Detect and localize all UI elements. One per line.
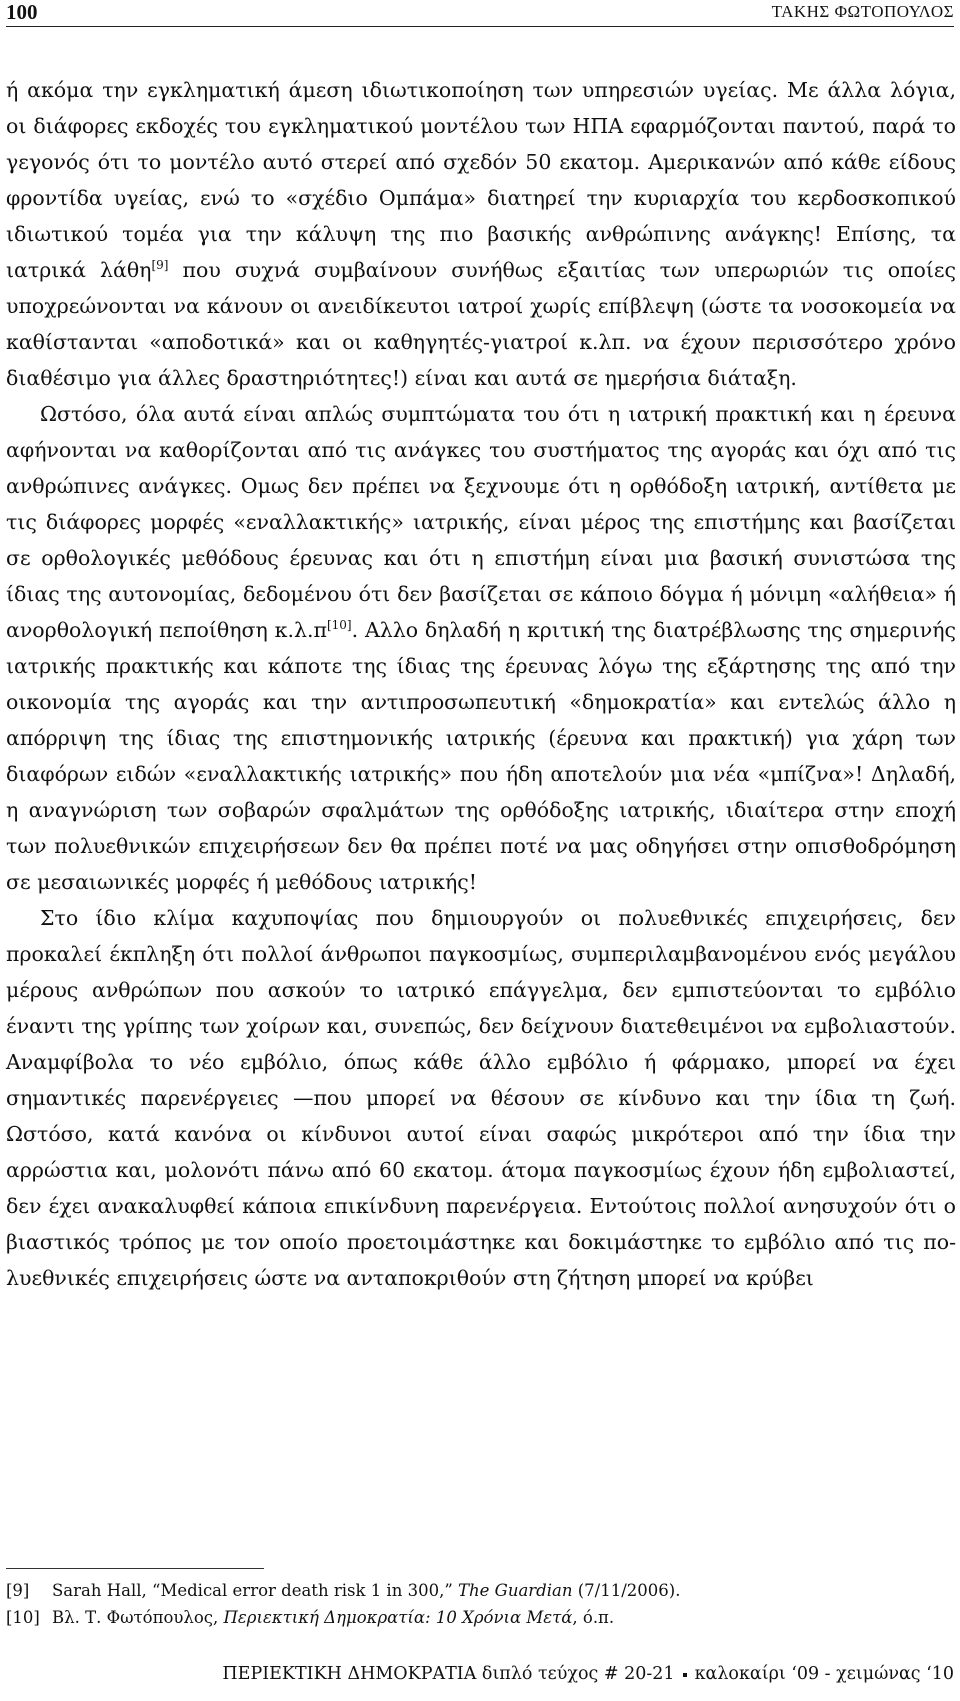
running-header bbox=[6, 0, 954, 27]
paragraph-1 bbox=[6, 72, 956, 396]
bullet-separator-icon bbox=[683, 1673, 687, 1677]
footnote-number: [10] bbox=[6, 1608, 40, 1627]
paragraph-2 bbox=[6, 396, 956, 900]
footnote-source-title: Περιεκτική Δημοκρατία: 10 Χρόνια Μετά bbox=[223, 1608, 573, 1627]
footnote-10 bbox=[6, 1604, 956, 1631]
footnote-number: [9] bbox=[6, 1581, 30, 1600]
paragraph-3: Στο ίδιο κλίμα καχυποψίας που δημιουργούν οι πολυεθνικές επιχειρήσεις, δεν προκαλεί έκπληξη ότι πολλοί άνθρωποι παγκοσμίως, συμπεριλαμβανομένου ενός μεγάλου μέρους ανθρώπων που ασκούν το ιατρικό επάγγελμα, δεν εμπιστεύονται το εμβόλιο έναντι της γρίπης των χοίρων και, συνεπώς, δεν δείχνουν διατεθειμένοι να εμβολιαστούν. Αναμφίβολα το νέο εμβόλιο, όπως κάθε άλλο εμβόλιο ή φάρμακο, μπορεί να έχει σημαντικές παρενέργειες —που μπορεί να θέσουν σε κίνδυνο και την ίδια τη ζωή. Ωστόσο, κατά κανόνα οι κίνδυνοι αυτοί είναι σαφώς μικρότεροι από την ίδια την αρρώστια και, μολονότι πάνω από 60 εκατομ. άτομα παγκοσμίως έχουν ήδη εμβολιαστεί, δεν έχει ανακαλυφθεί κάποια επικίνδυνη παρενέργεια. Εντούτοις πολλοί ανησυχούν ότι ο βιαστικός τρόπος με τον οποίο προετοιμάστηκε και δοκιμάστηκε το εμβόλιο από τις πολυεθνικές επιχειρήσεις ώστε να ανταποκριθούν στη ζήτηση μπορεί να κρύβει bbox=[6, 906, 956, 1290]
article-body bbox=[6, 72, 956, 1296]
running-footer bbox=[222, 1664, 954, 1684]
paragraph-2-text-b: . Αλλο δηλαδή η κριτική της διατρέβλωσης της σημερινής ιατρικής πρακτικής και κάποτε της ίδιας της έρευνας λόγω της εξάρτησης της από την οικονομία της αγοράς και την αντιπροσωπευτική «δημοκρατία» και εντελώς άλλο η απόρριψη της ίδιας της επιστημονικής ιατρικής (έρευνα και πρακτική) για χάρη των διαφόρων ειδών «εναλλακτικής ιατρικής» που ήδη αποτελούν μια νέα «μπίζνα»! Δηλαδή, η αναγνώριση των σοβαρών σφαλμάτων της ορθόδοξης ιατρικής, ιδιαίτερα στην εποχή των πολυεθνικών επιχειρήσεων δεν θα πρέπει ποτέ να μας οδηγήσει στην οπισθοδρόμηση σε μεσαιωνικές μορφές ή μεθόδους ιατρικής! bbox=[6, 618, 956, 894]
footnote-text: Βλ. Τ. Φωτόπουλος, bbox=[52, 1608, 224, 1627]
footnote-divider bbox=[6, 1568, 264, 1569]
footnote-text-end: (7/11/2006). bbox=[572, 1581, 681, 1600]
footnote-9 bbox=[6, 1577, 956, 1604]
paragraph-2-text-a: Ωστόσο, όλα αυτά είναι απλώς συμπτώματα του ότι η ιατρική πρακτική και η έρευνα αφήνονται να καθορίζονται από τις ανάγκες του συστήματος της αγοράς και όχι από τις ανθρώπινες ανάγκες. Ομως δεν πρέπει να ξεχνουμε ότι η ορθόδοξη ιατρική, αντίθετα με τις διάφορες μορφές «εναλλακτικής» ιατρικής, είναι μέρος της επιστήμης και βασίζεται σε ορθολογικές μεθόδους έρευνας και ότι η επιστήμη είναι μια βασική συνιστώσα της ίδιας της αυτονομίας, δεδομένου ότι δεν βασίζεται σε κάποιο δόγμα ή μόνιμη «αλήθεια» ή ανορθολογική πεποίθηση κ.λ.π bbox=[6, 402, 956, 642]
footer-journal: ΠΕΡΙΕΚΤΙΚΗ ΔΗΜΟΚΡΑΤΙΑ διπλό τεύχος # 20-21 bbox=[222, 1664, 675, 1684]
paragraph-1-text-b: που συχνά συμβαίνουν συνήθως εξαιτίας των υπερωριών τις οποίες υποχρεώνονται να κάνουν οι ανειδίκευτοι ιατροί χωρίς επίβλεψη (ώστε τα νοσοκομεία να καθίστανται «αποδοτικά» και οι καθηγητές-γιατροί κ.λπ. να έχουν περισσότερο χρόνο διαθέσιμο για άλλες δραστηριότητες!) είναι και αυτά σε ημερήσια διάταξη. bbox=[6, 258, 956, 390]
running-header-author: ΤΑΚΗΣ ΦΩΤΟΠΟΥΛΟΣ bbox=[771, 2, 954, 21]
footnote-text-end: , ό.π. bbox=[572, 1608, 615, 1627]
footnote-ref-10[interactable]: [10] bbox=[326, 618, 352, 633]
footnote-ref-9[interactable]: [9] bbox=[151, 258, 169, 273]
paragraph-1-text-a: ή ακόμα την εγκληματική άμεση ιδιωτικοποίηση των υπηρεσιών υγείας. Με άλλα λόγια, οι διάφορες εκδοχές του εγκληματικού μοντέλου των ΗΠΑ εφαρμόζονται παντού, παρά το γεγονός ότι το μοντέλο αυτό στερεί από σχεδόν 50 εκατομ. Αμερικανών από κάθε είδους φροντίδα υγείας, ενώ το «σχέδιο Ομπάμα» διατηρεί την κυριαρχία του κερδοσκοπικού ιδιωτικού τομέα για την κάλυψη της πιο βασικής ανθρώπινης ανάγκης! Επίσης, τα ιατρικά λάθη bbox=[6, 78, 956, 282]
footnotes bbox=[6, 1577, 956, 1631]
footnote-text: Sarah Hall, “Medical error death risk 1 in 300,” bbox=[52, 1581, 458, 1600]
footnote-source-title: The Guardian bbox=[458, 1581, 573, 1600]
page-number: 100 bbox=[6, 0, 38, 24]
footer-season: καλοκαίρι ‘09 - χειμώνας ‘10 bbox=[694, 1664, 954, 1684]
